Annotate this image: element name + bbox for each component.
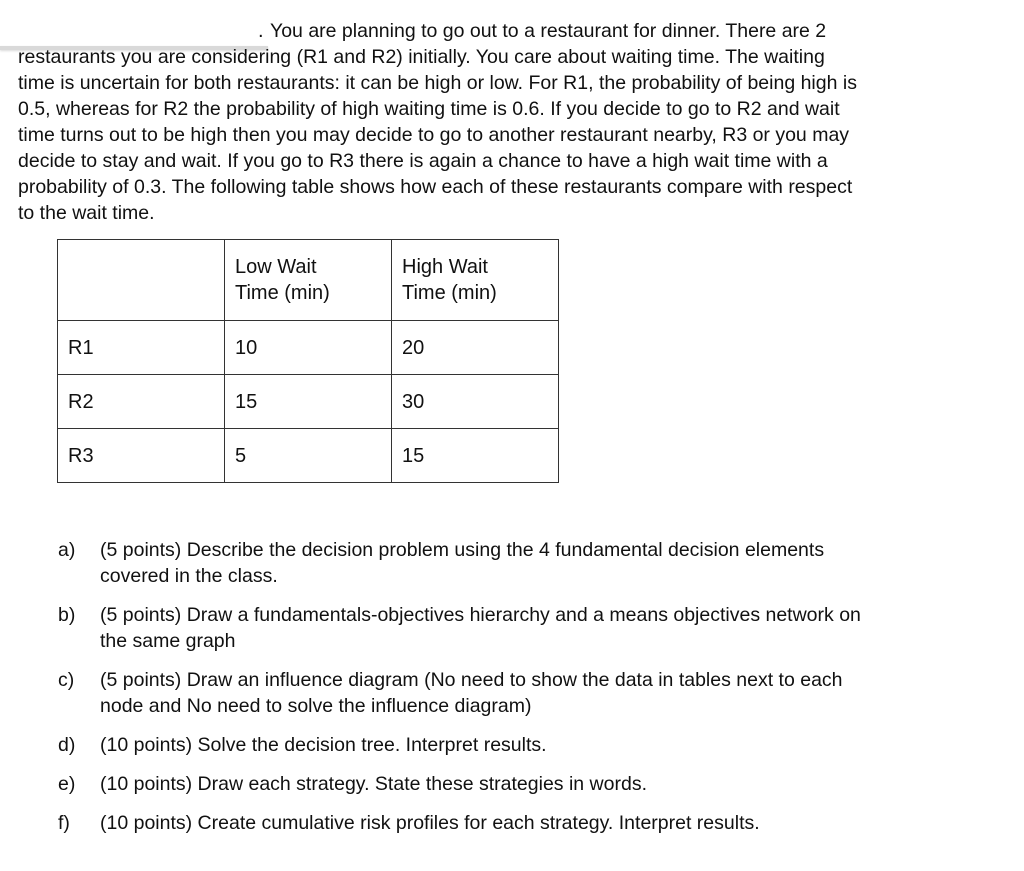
- question-text: (5 points) Describe the decision problem using the 4 fundamental decision elements: [100, 539, 825, 561]
- problem-line: probability of 0.3. The following table shows how each of these restaurants compare with respect: [18, 176, 853, 198]
- problem-line: decide to stay and wait. If you go to R3 there is again a chance to have a high wait time with a: [18, 150, 828, 172]
- table-cell: R2: [58, 375, 225, 429]
- question-label: b): [58, 604, 76, 626]
- problem-statement: [18, 18, 1008, 226]
- wait-time-table: [57, 239, 559, 483]
- table-cell: R1: [58, 321, 225, 375]
- question-item: [58, 732, 1008, 758]
- question-text: (5 points) Draw an influence diagram (No need to show the data in tables next to each: [100, 669, 843, 691]
- problem-line: 0.5, whereas for R2 the probability of high waiting time is 0.6. If you decide to go to R2 and wait: [18, 98, 840, 120]
- table-cell: R3: [58, 429, 225, 483]
- question-label: a): [58, 539, 76, 561]
- table-cell: 15: [392, 429, 559, 483]
- table-header-cell: [392, 240, 559, 321]
- header-line: High Wait: [402, 256, 488, 278]
- problem-line: You are planning to go out to a restaurant for dinner. There are 2: [270, 20, 827, 42]
- question-label: f): [58, 812, 70, 834]
- lead-mark: .: [258, 20, 264, 42]
- question-text: (10 points) Solve the decision tree. Interpret results.: [100, 734, 547, 756]
- header-line: Low Wait: [235, 256, 317, 278]
- table-cell: 30: [392, 375, 559, 429]
- table-cell: 5: [225, 429, 392, 483]
- question-item: [58, 810, 1008, 836]
- question-label: e): [58, 773, 76, 795]
- header-line: Time (min): [235, 282, 330, 304]
- table-cell: 10: [225, 321, 392, 375]
- question-item: [58, 667, 1008, 719]
- table-cell: 15: [225, 375, 392, 429]
- problem-line: time turns out to be high then you may decide to go to another restaurant nearby, R3 or you may: [18, 124, 850, 146]
- table-header-cell: [58, 240, 225, 321]
- table-row: [58, 375, 559, 429]
- question-text: node and No need to solve the influence diagram): [100, 695, 532, 717]
- question-item: [58, 602, 1008, 654]
- header-line: Time (min): [402, 282, 497, 304]
- question-text: (5 points) Draw a fundamentals-objectives hierarchy and a means objectives network on: [100, 604, 861, 626]
- problem-line: time is uncertain for both restaurants: it can be high or low. For R1, the probability of being high is: [18, 72, 857, 94]
- question-label: c): [58, 669, 75, 691]
- question-text: covered in the class.: [100, 565, 278, 587]
- table-header-row: [58, 240, 559, 321]
- table-cell: 20: [392, 321, 559, 375]
- table-header-cell: [225, 240, 392, 321]
- problem-line: restaurants you are considering (R1 and R2) initially. You care about waiting time. The waiting: [18, 46, 825, 68]
- question-item: [58, 771, 1008, 797]
- table-row: [58, 321, 559, 375]
- question-text: (10 points) Create cumulative risk profiles for each strategy. Interpret results.: [100, 812, 760, 834]
- table-row: [58, 429, 559, 483]
- question-text: (10 points) Draw each strategy. State these strategies in words.: [100, 773, 647, 795]
- question-label: d): [58, 734, 76, 756]
- problem-line: to the wait time.: [18, 202, 155, 224]
- question-text: the same graph: [100, 630, 236, 652]
- question-list: [58, 537, 1008, 849]
- question-item: [58, 537, 1008, 589]
